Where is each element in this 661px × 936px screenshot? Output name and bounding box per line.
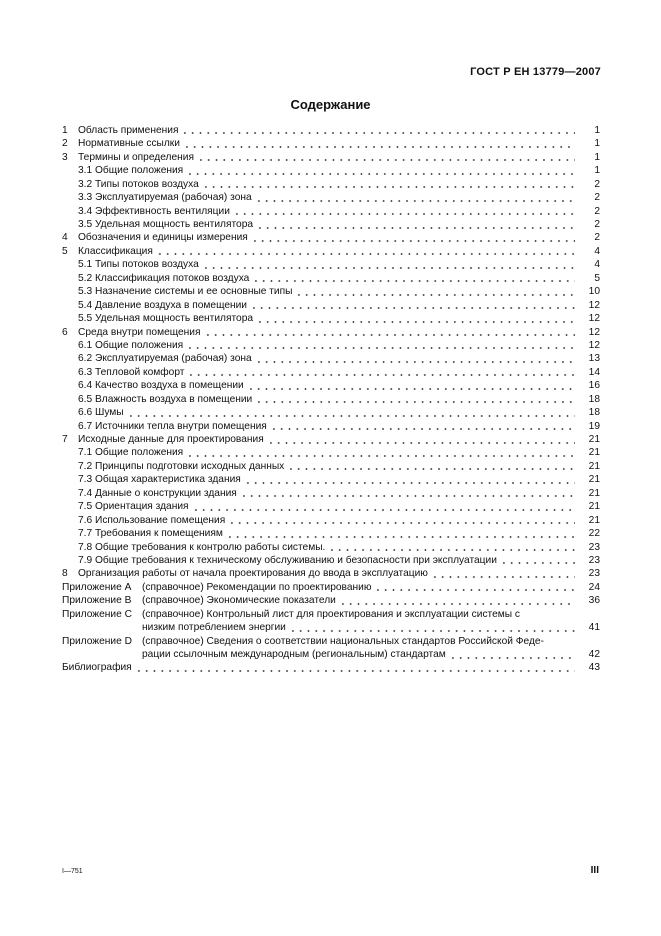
toc-entry-label: 5.5 Удельная мощность вентилятора: [78, 313, 254, 325]
appendix-title: (справочное) Сведения о соответствии национальных стандартов Российской Феде-: [142, 635, 544, 647]
toc-entry-page: 22: [588, 528, 600, 540]
toc-entry-page: 12: [588, 299, 600, 311]
toc-entry[interactable]: [62, 191, 600, 204]
toc-entry-number: 1: [62, 124, 68, 136]
toc-entry[interactable]: [62, 554, 600, 567]
dot-leader: [255, 194, 575, 205]
toc-entry-label: 6.3 Тепловой комфорт: [78, 366, 185, 378]
appendix-title: (справочное) Экономические показатели: [142, 595, 336, 607]
toc-entry[interactable]: [62, 460, 600, 473]
toc-entry-label: 6.7 Источники тепла внутри помещения: [78, 420, 267, 432]
toc-entry-number: 5: [62, 245, 68, 257]
toc-entry[interactable]: [62, 205, 600, 218]
appendix-entry[interactable]: [62, 594, 600, 607]
dot-leader: [328, 543, 575, 554]
toc-entry-label: 6.4 Качество воздуха в помещении: [78, 380, 244, 392]
appendix-page: 36: [588, 595, 600, 607]
toc-entry-label: 6.5 Влажность воздуха в помещении: [78, 393, 253, 405]
appendix-entry[interactable]: [62, 648, 600, 661]
toc-entry[interactable]: [62, 447, 600, 460]
toc-entry-label: Термины и определения: [78, 151, 194, 163]
dot-leader: [270, 422, 575, 433]
toc-entry-page: 2: [594, 232, 600, 244]
appendix-page: 42: [588, 649, 600, 661]
dot-leader: [339, 597, 575, 608]
bibliography-label: Библиография: [62, 662, 132, 674]
dot-leader: [247, 382, 575, 393]
toc-entry-page: 2: [594, 192, 600, 204]
toc-entry[interactable]: [62, 312, 600, 325]
toc-entry[interactable]: [62, 232, 600, 245]
toc-entry-page: 4: [594, 245, 600, 257]
dot-leader: [186, 341, 575, 352]
appendix-entry[interactable]: [62, 621, 600, 634]
toc-entry-label: Среда внутри помещения: [78, 326, 201, 338]
appendix-entry[interactable]: [62, 608, 600, 621]
dot-leader: [204, 328, 575, 339]
dot-leader: [183, 140, 575, 151]
appendix-title: низким потреблением энергии: [142, 622, 286, 634]
toc-entry-page: 23: [588, 568, 600, 580]
appendix-key: Приложение А: [62, 581, 132, 593]
toc-entry-label: 7.9 Общие требования к техническому обслуживанию и безопасности при эксплуатации: [78, 554, 497, 566]
toc-entry[interactable]: [62, 352, 600, 365]
toc-entry-page: 21: [588, 474, 600, 486]
toc-entry-label: 5.4 Давление воздуха в помещении: [78, 299, 248, 311]
toc-entry-label: 7.3 Общая характеристика здания: [78, 474, 241, 486]
dot-leader: [127, 409, 575, 420]
toc-entry-label: Исходные данные для проектирования: [78, 434, 264, 446]
toc-entry[interactable]: [62, 124, 600, 137]
bibliography-entry[interactable]: [62, 662, 600, 675]
toc-entry[interactable]: [62, 500, 600, 513]
dot-leader: [289, 624, 575, 635]
toc-entry[interactable]: [62, 487, 600, 500]
appendix-title: рации ссылочным международным (региональным) стандартам: [142, 649, 446, 661]
dot-leader: [287, 462, 575, 473]
toc-entry-label: 6.6 Шумы: [78, 407, 124, 419]
toc-entry-page: 2: [594, 219, 600, 231]
dot-leader: [255, 355, 575, 366]
dot-leader: [256, 315, 575, 326]
toc-entry-label: 5.1 Типы потоков воздуха: [78, 259, 199, 271]
toc-entry[interactable]: [62, 137, 600, 150]
document-code: ГОСТ Р ЕН 13779—2007: [470, 66, 601, 78]
toc-entry-page: 10: [588, 286, 600, 298]
toc-entry-label: 6.2 Эксплуатируемая (рабочая) зона: [78, 353, 252, 365]
toc-entry-label: 3.2 Типы потоков воздуха: [78, 178, 199, 190]
toc-entry-page: 4: [594, 259, 600, 271]
toc-entry-number: 3: [62, 151, 68, 163]
toc-entry-label: 7.8 Общие требования к контролю работы системы.: [78, 541, 326, 553]
toc-entry-label: 7.4 Данные о конструкции здания: [78, 487, 237, 499]
toc-entry-page: 21: [588, 514, 600, 526]
dot-leader: [202, 180, 575, 191]
toc-entry[interactable]: [62, 379, 600, 392]
toc-entry[interactable]: [62, 366, 600, 379]
toc-entry-label: Организация работы от начала проектирования до ввода в эксплуатацию: [78, 568, 428, 580]
toc-entry-page: 16: [588, 380, 600, 392]
appendix-entry[interactable]: [62, 635, 600, 648]
dot-leader: [500, 556, 575, 567]
toc-entry-number: 2: [62, 138, 68, 150]
toc-entry-label: 3.3 Эксплуатируемая (рабочая) зона: [78, 192, 252, 204]
toc-entry[interactable]: [62, 433, 600, 446]
dot-leader: [233, 207, 575, 218]
toc-entry-label: 6.1 Общие положения: [78, 339, 184, 351]
dot-leader: [240, 489, 575, 500]
toc-entry[interactable]: [62, 164, 600, 177]
dot-leader: [267, 436, 575, 447]
toc-entry[interactable]: [62, 514, 600, 527]
dot-leader: [135, 664, 575, 675]
toc-entry[interactable]: [62, 541, 600, 554]
appendix-key: Приложение D: [62, 635, 132, 647]
dot-leader: [256, 221, 575, 232]
toc-entry-label: 3.5 Удельная мощность вентилятора: [78, 219, 254, 231]
toc-entry-page: 12: [588, 326, 600, 338]
toc-entry-page: 19: [588, 420, 600, 432]
appendix-key: Приложение В: [62, 595, 132, 607]
dot-leader: [187, 368, 575, 379]
dot-leader: [255, 395, 575, 406]
toc-entry[interactable]: [62, 272, 600, 285]
toc-entry-page: 21: [588, 487, 600, 499]
dot-leader: [192, 503, 575, 514]
toc-entry-page: 12: [588, 339, 600, 351]
footer-print-code: I—751: [62, 868, 83, 875]
toc-entry-page: 14: [588, 366, 600, 378]
toc-entry[interactable]: [62, 218, 600, 231]
toc-entry[interactable]: [62, 567, 600, 580]
appendix-title: (справочное) Контрольный лист для проектирования и эксплуатации системы с: [142, 608, 521, 620]
toc-entry-page: 12: [588, 313, 600, 325]
toc-entry-label: 5.2 Классификация потоков воздуха: [78, 272, 250, 284]
dot-leader: [186, 449, 575, 460]
page-number: III: [590, 865, 599, 876]
toc-entry-page: 1: [594, 138, 600, 150]
toc-entry-page: 23: [588, 554, 600, 566]
toc-entry-page: 21: [588, 501, 600, 513]
dot-leader: [252, 274, 575, 285]
toc-entry-number: 7: [62, 434, 68, 446]
toc-entry[interactable]: [62, 326, 600, 339]
toc-entry-page: 1: [594, 151, 600, 163]
toc-entry-page: 23: [588, 541, 600, 553]
toc-entry-page: 18: [588, 393, 600, 405]
appendix-entry[interactable]: [62, 581, 600, 594]
toc-entry-label: 7.5 Ориентация здания: [78, 501, 189, 513]
appendix-title: (справочное) Рекомендации по проектированию: [142, 581, 372, 593]
toc-entry-page: 1: [594, 124, 600, 136]
toc-entry-page: 21: [588, 434, 600, 446]
dot-leader: [374, 583, 575, 594]
toc-entry[interactable]: [62, 285, 600, 298]
toc-entry-label: 5.3 Назначение системы и ее основные типы: [78, 286, 293, 298]
dot-leader: [226, 530, 575, 541]
appendix-key: Приложение С: [62, 608, 132, 620]
toc-entry-page: 21: [588, 447, 600, 459]
toc-entry-page: 18: [588, 407, 600, 419]
toc-entry[interactable]: [62, 339, 600, 352]
toc-entry-label: 7.7 Требования к помещениям: [78, 528, 223, 540]
toc-entry-page: 21: [588, 460, 600, 472]
toc-entry[interactable]: [62, 393, 600, 406]
bibliography-page: 43: [588, 662, 600, 674]
toc-entry-label: 7.6 Использование помещения: [78, 514, 226, 526]
table-of-contents: [62, 124, 600, 675]
appendix-page: 41: [588, 622, 600, 634]
toc-entry-number: 8: [62, 568, 68, 580]
toc-entry-page: 2: [594, 178, 600, 190]
toc-entry[interactable]: [62, 151, 600, 164]
dot-leader: [156, 247, 575, 258]
dot-leader: [431, 570, 575, 581]
toc-entry-page: 5: [594, 272, 600, 284]
toc-entry[interactable]: [62, 527, 600, 540]
toc-entry-page: 1: [594, 165, 600, 177]
toc-entry-number: 4: [62, 232, 68, 244]
toc-entry[interactable]: [62, 420, 600, 433]
dot-leader: [449, 651, 575, 662]
toc-entry[interactable]: [62, 473, 600, 486]
toc-entry-page: 2: [594, 205, 600, 217]
toc-entry-label: Обозначения и единицы измерения: [78, 232, 248, 244]
appendix-page: 24: [588, 581, 600, 593]
toc-entry[interactable]: [62, 178, 600, 191]
page-title: Содержание: [290, 97, 371, 112]
dot-leader: [251, 234, 575, 245]
toc-entry[interactable]: [62, 245, 600, 258]
toc-entry-label: 3.4 Эффективность вентиляции: [78, 205, 230, 217]
toc-entry-number: 6: [62, 326, 68, 338]
toc-entry-label: Классификация: [78, 245, 153, 257]
toc-entry-label: 7.2 Принципы подготовки исходных данных: [78, 460, 285, 472]
dot-leader: [181, 126, 575, 137]
toc-entry-label: Нормативные ссылки: [78, 138, 180, 150]
dot-leader: [244, 476, 575, 487]
toc-entry[interactable]: [62, 258, 600, 271]
dot-leader: [202, 261, 575, 272]
toc-entry[interactable]: [62, 299, 600, 312]
dot-leader: [250, 301, 575, 312]
toc-entry-label: 7.1 Общие положения: [78, 447, 184, 459]
dot-leader: [197, 153, 575, 164]
toc-entry[interactable]: [62, 406, 600, 419]
toc-entry-label: 3.1 Общие положения: [78, 165, 184, 177]
dot-leader: [186, 167, 575, 178]
toc-entry-label: Область применения: [78, 124, 179, 136]
dot-leader: [295, 288, 575, 299]
toc-entry-page: 13: [588, 353, 600, 365]
dot-leader: [228, 516, 575, 527]
